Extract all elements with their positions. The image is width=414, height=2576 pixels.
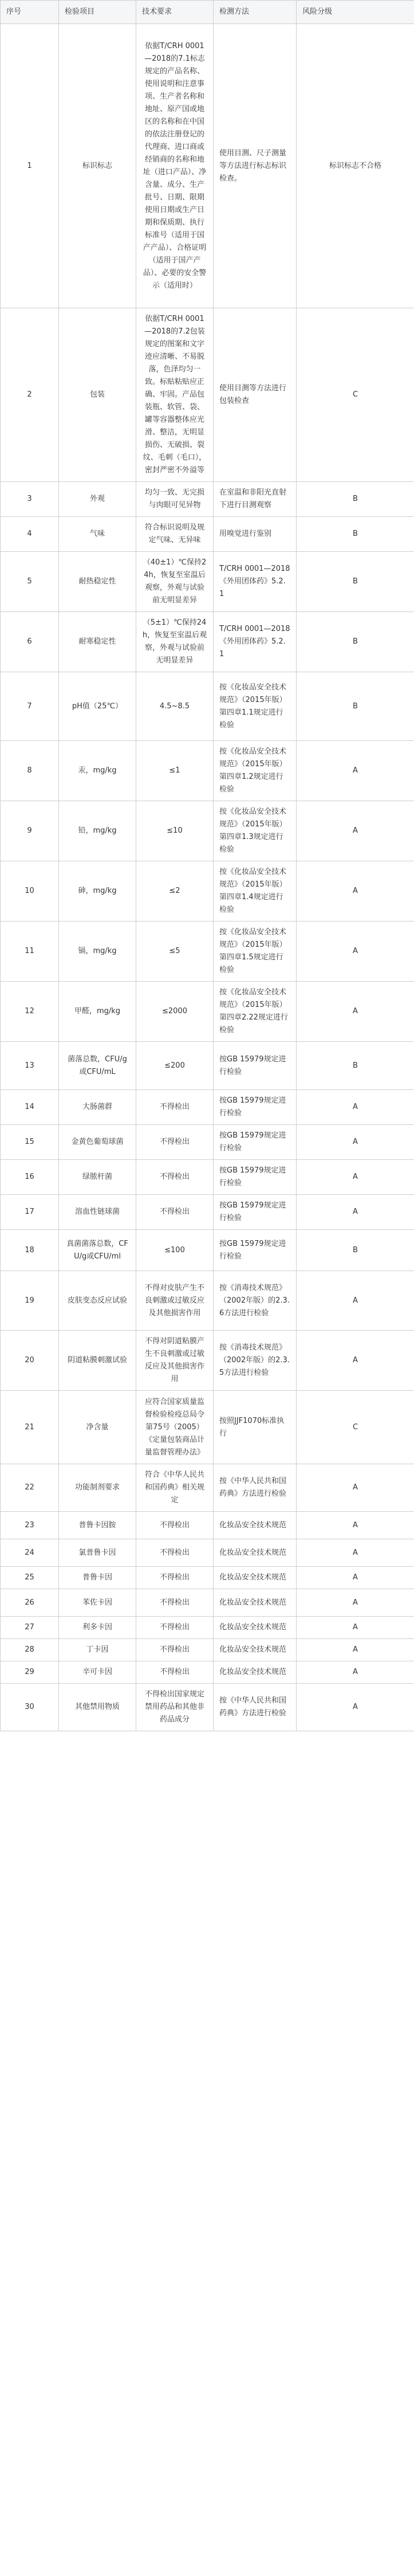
row-risk-level: A (297, 922, 414, 982)
row-item: 甲醛，mg/kg (59, 982, 136, 1042)
table-row (1, 1589, 414, 1617)
table-row (1, 1271, 414, 1331)
row-requirement: 均匀一致、无完损与肉眼可见异物 (136, 482, 214, 517)
row-item: 溶血性链球菌 (59, 1195, 136, 1230)
row-risk-level: 标识标志不合格 (297, 24, 414, 308)
row-method: 使用目测等方法进行包装检查 (214, 308, 297, 482)
row-no: 2 (1, 308, 59, 482)
row-risk-level: A (297, 1464, 414, 1512)
row-risk-level: B (297, 552, 414, 612)
row-no: 7 (1, 672, 59, 741)
table-row (1, 801, 414, 861)
row-item: 大肠菌群 (59, 1090, 136, 1125)
row-risk-level: A (297, 982, 414, 1042)
row-risk-level: A (297, 1331, 414, 1391)
row-risk-level: A (297, 1617, 414, 1639)
row-risk-level: B (297, 672, 414, 741)
row-method: 用嗅觉进行鉴别 (214, 517, 297, 552)
row-requirement: （5±1）℃保持24h，恢复至室温后观察，外观与试验前无明显差异 (136, 612, 214, 672)
row-method: 化妆品安全技术规范 (214, 1661, 297, 1684)
table-header (1, 1, 414, 24)
table-row (1, 982, 414, 1042)
row-method: 化妆品安全技术规范 (214, 1617, 297, 1639)
row-no: 28 (1, 1639, 59, 1661)
header-no: 序号 (1, 1, 59, 24)
row-requirement: 不得检出 (136, 1090, 214, 1125)
row-requirement: ≤2 (136, 861, 214, 922)
row-method: 按GB 15979规定进行检验 (214, 1195, 297, 1230)
table-row (1, 1160, 414, 1195)
row-item: 铅，mg/kg (59, 801, 136, 861)
row-requirement: ≤100 (136, 1230, 214, 1271)
row-item: 镉，mg/kg (59, 922, 136, 982)
row-no: 11 (1, 922, 59, 982)
table-row (1, 1195, 414, 1230)
row-requirement: 应符合国家质量监督检验检疫总局令第75号（2005）《定量包装商品计量监督管理办法》 (136, 1391, 214, 1464)
row-no: 30 (1, 1684, 59, 1731)
row-item: 汞，mg/kg (59, 741, 136, 801)
row-method: 化妆品安全技术规范 (214, 1639, 297, 1661)
row-risk-level: A (297, 1684, 414, 1731)
row-item: 净含量 (59, 1391, 136, 1464)
row-no: 21 (1, 1391, 59, 1464)
table-row (1, 24, 414, 308)
row-item: 阴道粘膜刺激试验 (59, 1331, 136, 1391)
table-row (1, 672, 414, 741)
table-row (1, 1639, 414, 1661)
row-no: 18 (1, 1230, 59, 1271)
row-no: 4 (1, 517, 59, 552)
row-item: 气味 (59, 517, 136, 552)
row-method: 按《化妆品安全技术规范》（2015年版）第四章1.4规定进行检验 (214, 861, 297, 922)
row-no: 22 (1, 1464, 59, 1512)
row-method: 按GB 15979规定进行检验 (214, 1230, 297, 1271)
row-risk-level: A (297, 1512, 414, 1539)
row-method: 按《化妆品安全技术规范》（2015年版）第四章1.1规定进行检验 (214, 672, 297, 741)
row-no: 9 (1, 801, 59, 861)
table-row (1, 1617, 414, 1639)
row-method: 按GB 15979规定进行检验 (214, 1125, 297, 1160)
row-no: 12 (1, 982, 59, 1042)
row-no: 17 (1, 1195, 59, 1230)
row-method: 化妆品安全技术规范 (214, 1512, 297, 1539)
row-requirement: ≤200 (136, 1042, 214, 1090)
row-method: 化妆品安全技术规范 (214, 1589, 297, 1617)
row-requirement: ≤10 (136, 801, 214, 861)
row-risk-level: A (297, 801, 414, 861)
row-no: 6 (1, 612, 59, 672)
table-row (1, 552, 414, 612)
row-requirement: 4.5~8.5 (136, 672, 214, 741)
row-method: 按《化妆品安全技术规范》（2015年版）第四章1.2规定进行检验 (214, 741, 297, 801)
table-row (1, 1512, 414, 1539)
table-row (1, 1539, 414, 1567)
row-risk-level: A (297, 1539, 414, 1567)
row-no: 23 (1, 1512, 59, 1539)
table-row (1, 1391, 414, 1464)
row-requirement: 不得检出 (136, 1160, 214, 1195)
row-requirement: 不得检出 (136, 1617, 214, 1639)
row-item: 普鲁卡因 (59, 1567, 136, 1589)
row-risk-level: A (297, 741, 414, 801)
row-requirement: （40±1）℃保持24h，恢复至室温后观察，外观与试验前无明显差异 (136, 552, 214, 612)
row-requirement: ≤5 (136, 922, 214, 982)
row-method: 按《化妆品安全技术规范》（2015年版）第四章2.22规定进行检验 (214, 982, 297, 1042)
row-risk-level: B (297, 1230, 414, 1271)
row-item: 皮肤变态反应试验 (59, 1271, 136, 1331)
table-row (1, 1684, 414, 1731)
row-risk-level: B (297, 612, 414, 672)
row-risk-level: C (297, 308, 414, 482)
row-risk-level: A (297, 1661, 414, 1684)
row-risk-level: A (297, 1639, 414, 1661)
table-row (1, 1464, 414, 1512)
row-no: 3 (1, 482, 59, 517)
table-row (1, 861, 414, 922)
row-item: 外观 (59, 482, 136, 517)
row-requirement: 不得对阴道粘膜产生不良刺激或过敏反应及其他损害作用 (136, 1331, 214, 1391)
row-risk-level: A (297, 1195, 414, 1230)
row-method: 使用目测、尺子测量等方法进行标志标识检查。 (214, 24, 297, 308)
table-row (1, 308, 414, 482)
row-requirement: 符合标识说明及规定气味、无异味 (136, 517, 214, 552)
row-no: 10 (1, 861, 59, 922)
row-no: 19 (1, 1271, 59, 1331)
row-no: 8 (1, 741, 59, 801)
row-no: 24 (1, 1539, 59, 1567)
row-risk-level: A (297, 1271, 414, 1331)
row-risk-level: C (297, 1391, 414, 1464)
row-item: 其他禁用物质 (59, 1684, 136, 1731)
row-method: T/CRH 0001—2018《外用团体药》5.2.1 (214, 612, 297, 672)
row-risk-level: A (297, 1090, 414, 1125)
table-row (1, 1230, 414, 1271)
row-method: 按GB 15979规定进行检验 (214, 1090, 297, 1125)
row-method: 按GB 15979规定进行检验 (214, 1042, 297, 1090)
row-risk-level: B (297, 482, 414, 517)
row-no: 16 (1, 1160, 59, 1195)
header-row (1, 1, 414, 24)
row-requirement: 不得检出 (136, 1539, 214, 1567)
row-item: 标识标志 (59, 24, 136, 308)
row-no: 29 (1, 1661, 59, 1684)
row-item: 砷，mg/kg (59, 861, 136, 922)
row-item: 辛可卡因 (59, 1661, 136, 1684)
row-requirement: 不得检出国家规定禁用药品和其他非药品成分 (136, 1684, 214, 1731)
row-method: 按《中华人民共和国药典》方法进行检验 (214, 1684, 297, 1731)
table-row (1, 1042, 414, 1090)
row-method: 按《消毒技术规范》（2002年版）的2.3.6方法进行检验 (214, 1271, 297, 1331)
row-method: T/CRH 0001—2018《外用团体药》5.2.1 (214, 552, 297, 612)
row-risk-level: A (297, 861, 414, 922)
row-requirement: 不得检出 (136, 1661, 214, 1684)
row-requirement: 不得对皮肤产生不良刺激或过敏反应及其他损害作用 (136, 1271, 214, 1331)
row-risk-level: A (297, 1160, 414, 1195)
row-risk-level: B (297, 1042, 414, 1090)
row-requirement: 符合《中华人民共和国药典》相关规定 (136, 1464, 214, 1512)
table-row (1, 1125, 414, 1160)
header-item: 检验项目 (59, 1, 136, 24)
row-risk-level: A (297, 1589, 414, 1617)
row-requirement: 依据T/CRH 0001—2018的7.1标志规定的产品名称、使用说明和注意事项、生产者名称和地址、原产国或地区的名称和在中国的依法注册登记的代理商、进口商或经销商的名称和地址（进口产品）、净含量、成分、生产批号、日期、限期使用日期或生产日期和保质期、执行标准号（适用于国产产品）、合格证明（适用于国产产品）、必要的安全警示（适用时） (136, 24, 214, 308)
table-body (1, 24, 414, 1731)
row-risk-level: A (297, 1567, 414, 1589)
row-no: 15 (1, 1125, 59, 1160)
row-method: 按《消毒技术规范》（2002年版）的2.3.5方法进行检验 (214, 1331, 297, 1391)
row-no: 27 (1, 1617, 59, 1639)
row-no: 5 (1, 552, 59, 612)
row-item: 丁卡因 (59, 1639, 136, 1661)
row-no: 13 (1, 1042, 59, 1090)
row-risk-level: B (297, 517, 414, 552)
row-method: 按《中华人民共和国药典》方法进行检验 (214, 1464, 297, 1512)
table-row (1, 1090, 414, 1125)
table-row (1, 1567, 414, 1589)
row-item: 苯佐卡因 (59, 1589, 136, 1617)
row-method: 按GB 15979规定进行检验 (214, 1160, 297, 1195)
row-item: 耐寒稳定性 (59, 612, 136, 672)
row-item: 绿脓杆菌 (59, 1160, 136, 1195)
row-no: 25 (1, 1567, 59, 1589)
row-requirement: ≤1 (136, 741, 214, 801)
table-row (1, 1661, 414, 1684)
row-item: pH值（25℃） (59, 672, 136, 741)
row-item: 普鲁卡因胺 (59, 1512, 136, 1539)
row-item: 耐热稳定性 (59, 552, 136, 612)
row-method: 按照JJF1070标准执行 (214, 1391, 297, 1464)
row-requirement: 不得检出 (136, 1512, 214, 1539)
row-method: 化妆品安全技术规范 (214, 1567, 297, 1589)
row-requirement: 不得检出 (136, 1639, 214, 1661)
row-item: 真菌菌落总数，CFU/g或CFU/ml (59, 1230, 136, 1271)
row-no: 1 (1, 24, 59, 308)
row-risk-level: A (297, 1125, 414, 1160)
header-risk-level: 风险分级 (297, 1, 414, 24)
row-item: 包装 (59, 308, 136, 482)
row-requirement: ≤2000 (136, 982, 214, 1042)
row-method: 按《化妆品安全技术规范》（2015年版）第四章1.3规定进行检验 (214, 801, 297, 861)
row-no: 20 (1, 1331, 59, 1391)
row-requirement: 依据T/CRH 0001—2018的7.2包装规定的图案和文字迹应清晰、不易脱落，色泽均匀一致。标贴粘贴应正确、牢固。产品包装瓶、软管、袋、罐等容器整体应光滑、整洁，无明显损伤、无破损、裂纹、毛刺（毛口），密封严密不外溢等 (136, 308, 214, 482)
table-row (1, 1331, 414, 1391)
row-item: 金黄色葡萄球菌 (59, 1125, 136, 1160)
row-method: 化妆品安全技术规范 (214, 1539, 297, 1567)
table-row (1, 612, 414, 672)
row-requirement: 不得检出 (136, 1195, 214, 1230)
table-row (1, 741, 414, 801)
header-method: 检测方法 (214, 1, 297, 24)
header-requirement: 技术要求 (136, 1, 214, 24)
row-requirement: 不得检出 (136, 1125, 214, 1160)
row-method: 在室温和非阳光直射下进行目测观察 (214, 482, 297, 517)
row-item: 功能制剂要求 (59, 1464, 136, 1512)
row-method: 按《化妆品安全技术规范》（2015年版）第四章1.5规定进行检验 (214, 922, 297, 982)
table-row (1, 922, 414, 982)
row-item: 利多卡因 (59, 1617, 136, 1639)
row-requirement: 不得检出 (136, 1567, 214, 1589)
row-item: 氯普鲁卡因 (59, 1539, 136, 1567)
table-row (1, 517, 414, 552)
row-item: 菌落总数，CFU/g或CFU/mL (59, 1042, 136, 1090)
row-requirement: 不得检出 (136, 1589, 214, 1617)
row-no: 14 (1, 1090, 59, 1125)
row-no: 26 (1, 1589, 59, 1617)
table-row (1, 482, 414, 517)
